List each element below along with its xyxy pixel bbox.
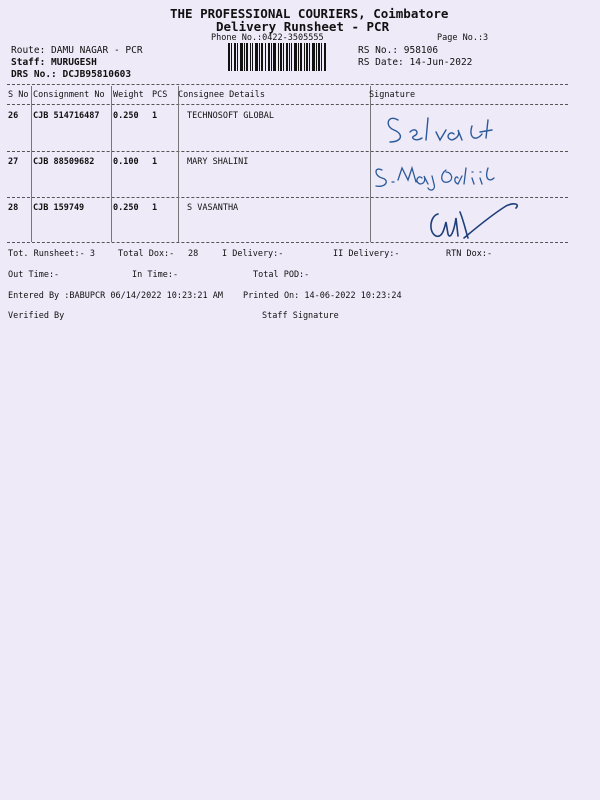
first-delivery: I Delivery:-	[222, 249, 284, 259]
row-1-sno: 26	[8, 111, 19, 121]
row-1-weight: 0.250	[113, 111, 139, 121]
verified-by: Verified By	[8, 311, 65, 321]
rule-row-1	[7, 151, 568, 152]
out-time: Out Time:-	[8, 270, 60, 280]
row-2-weight: 0.100	[113, 157, 139, 167]
total-runsheet: Tot. Runsheet:- 3	[8, 249, 95, 259]
col-header-pcs: PCS	[152, 90, 168, 100]
phone-number: Phone No.:0422-3505555	[211, 33, 324, 43]
rs-date: RS Date: 14-Jun-2022	[358, 57, 473, 68]
signature-row-1	[380, 108, 510, 150]
route: Route: DAMU NAGAR - PCR	[11, 45, 143, 56]
row-3-consignment: CJB 159749	[33, 203, 85, 213]
barcode	[228, 43, 327, 71]
row-2-sno: 27	[8, 157, 19, 167]
page-number: Page No.:3	[437, 33, 489, 43]
staff-name: Staff: MURUGESH	[11, 57, 97, 68]
col-header-sno: S No	[8, 90, 29, 100]
row-3-pcs: 1	[152, 203, 158, 213]
row-1-consignee: TECHNOSOFT GLOBAL	[187, 111, 274, 121]
total-dox-value: 28	[188, 249, 199, 259]
entered-by: Entered By :BABUPCR 06/14/2022 10:23:21 AM	[8, 291, 223, 301]
row-3-weight: 0.250	[113, 203, 139, 213]
col-header-weight: Weight	[113, 90, 144, 100]
rule-header	[7, 104, 568, 105]
row-2-pcs: 1	[152, 157, 158, 167]
total-pod: Total POD:-	[253, 270, 310, 280]
signature-row-3	[424, 198, 524, 246]
second-delivery: II Delivery:-	[333, 249, 400, 259]
company-name: THE PROFESSIONAL COURIERS, Coimbatore	[170, 6, 449, 21]
staff-signature-label: Staff Signature	[262, 311, 339, 321]
row-3-sno: 28	[8, 203, 19, 213]
row-2-consignment: CJB 88509682	[33, 157, 95, 167]
col-divider	[111, 86, 112, 242]
document-title: Delivery Runsheet - PCR	[216, 19, 390, 34]
rtn-dox: RTN Dox:-	[446, 249, 493, 259]
row-2-consignee: MARY SHALINI	[187, 157, 249, 167]
col-header-signature: Signature	[369, 90, 416, 100]
printed-on: Printed On: 14-06-2022 10:23:24	[243, 291, 402, 301]
rs-number: RS No.: 958106	[358, 45, 439, 56]
col-header-consignee: Consignee Details	[178, 90, 265, 100]
col-header-consignment: Consignment No	[33, 90, 105, 100]
drs-number: DRS No.: DCJB95810603	[11, 69, 132, 80]
in-time: In Time:-	[132, 270, 179, 280]
rule-top	[7, 84, 568, 85]
signature-row-2	[372, 160, 502, 194]
total-dox-label: Total Dox:-	[118, 249, 175, 259]
col-divider	[370, 86, 371, 242]
row-1-pcs: 1	[152, 111, 158, 121]
col-divider	[31, 86, 32, 242]
row-3-consignee: S VASANTHA	[187, 203, 239, 213]
row-1-consignment: CJB 514716487	[33, 111, 100, 121]
col-divider	[178, 86, 179, 242]
